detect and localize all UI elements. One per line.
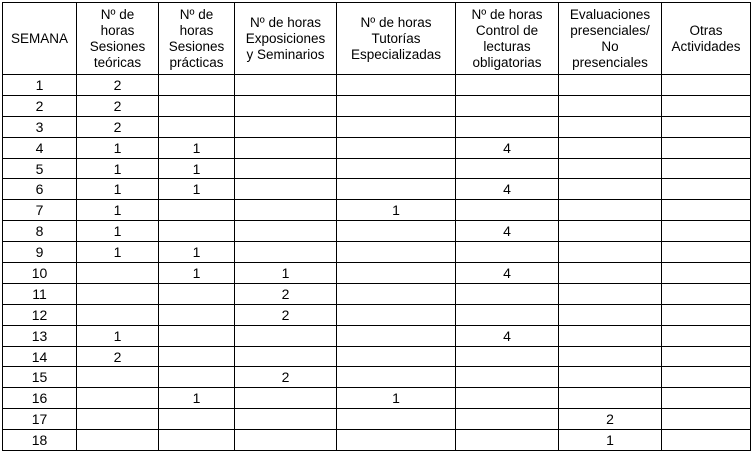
week-cell: 10 (3, 263, 77, 284)
hours-cell: 1 (337, 200, 456, 221)
week-cell: 1 (3, 75, 77, 96)
hours-cell (456, 346, 559, 367)
hours-cell: 1 (337, 388, 456, 409)
hours-cell (662, 346, 751, 367)
hours-cell (662, 200, 751, 221)
hours-cell: 1 (77, 242, 159, 263)
hours-cell (159, 304, 235, 325)
header-exposiciones-seminarios: Nº de horas Exposiciones y Seminarios (235, 3, 337, 75)
hours-cell: 2 (77, 116, 159, 137)
hours-cell: 1 (77, 179, 159, 200)
hours-cell: 4 (456, 221, 559, 242)
table-row (3, 221, 751, 242)
table-row (3, 430, 751, 451)
hours-cell (456, 304, 559, 325)
hours-cell: 4 (456, 179, 559, 200)
hours-cell (235, 179, 337, 200)
week-cell: 4 (3, 137, 77, 158)
hours-cell (456, 95, 559, 116)
hours-cell (559, 242, 662, 263)
hours-cell (77, 304, 159, 325)
hours-cell (662, 137, 751, 158)
table-row (3, 200, 751, 221)
hours-cell (662, 158, 751, 179)
hours-cell (337, 137, 456, 158)
hours-cell (337, 95, 456, 116)
hours-cell (235, 116, 337, 137)
week-cell: 6 (3, 179, 77, 200)
header-row (3, 3, 751, 75)
hours-cell: 4 (456, 325, 559, 346)
hours-cell (559, 116, 662, 137)
hours-cell (159, 221, 235, 242)
header-semana: SEMANA (3, 3, 77, 75)
hours-cell (662, 75, 751, 96)
hours-cell: 2 (235, 283, 337, 304)
week-cell: 7 (3, 200, 77, 221)
hours-cell (337, 283, 456, 304)
week-cell: 14 (3, 346, 77, 367)
week-cell: 16 (3, 388, 77, 409)
hours-cell (456, 388, 559, 409)
hours-cell: 2 (559, 409, 662, 430)
hours-cell (559, 158, 662, 179)
hours-cell (337, 221, 456, 242)
hours-cell: 1 (77, 158, 159, 179)
hours-cell (559, 346, 662, 367)
hours-cell: 1 (159, 242, 235, 263)
hours-cell (662, 263, 751, 284)
week-cell: 12 (3, 304, 77, 325)
hours-cell (159, 367, 235, 388)
hours-cell (456, 409, 559, 430)
hours-cell: 1 (159, 137, 235, 158)
hours-cell (77, 283, 159, 304)
hours-cell (662, 409, 751, 430)
hours-cell (662, 304, 751, 325)
hours-cell (235, 325, 337, 346)
hours-cell (235, 75, 337, 96)
hours-cell (77, 388, 159, 409)
hours-cell: 1 (159, 179, 235, 200)
hours-cell: 1 (77, 200, 159, 221)
hours-cell (456, 158, 559, 179)
week-cell: 11 (3, 283, 77, 304)
schedule-table (2, 2, 751, 451)
hours-cell: 2 (235, 304, 337, 325)
hours-cell (235, 242, 337, 263)
week-cell: 15 (3, 367, 77, 388)
table-row (3, 242, 751, 263)
hours-cell: 1 (159, 158, 235, 179)
table-body (3, 75, 751, 451)
header-evaluaciones: Evaluaciones presenciales/ No presenciales (559, 3, 662, 75)
hours-cell (337, 304, 456, 325)
week-cell: 9 (3, 242, 77, 263)
hours-cell (559, 283, 662, 304)
hours-cell (559, 325, 662, 346)
hours-cell (456, 242, 559, 263)
hours-cell: 4 (456, 137, 559, 158)
hours-cell (456, 367, 559, 388)
hours-cell (337, 75, 456, 96)
table-row (3, 409, 751, 430)
hours-cell (456, 283, 559, 304)
hours-cell (235, 430, 337, 451)
hours-cell (159, 116, 235, 137)
table-row (3, 346, 751, 367)
table-row (3, 75, 751, 96)
hours-cell: 1 (77, 325, 159, 346)
hours-cell (662, 430, 751, 451)
hours-cell (77, 367, 159, 388)
hours-cell (337, 263, 456, 284)
hours-cell: 1 (235, 263, 337, 284)
hours-cell: 4 (456, 263, 559, 284)
hours-cell: 1 (559, 430, 662, 451)
hours-cell (662, 95, 751, 116)
hours-cell (235, 200, 337, 221)
hours-cell (559, 263, 662, 284)
hours-cell: 2 (235, 367, 337, 388)
table-row (3, 283, 751, 304)
hours-cell: 1 (159, 388, 235, 409)
table-row (3, 325, 751, 346)
hours-cell (235, 158, 337, 179)
table-row (3, 388, 751, 409)
hours-cell (235, 346, 337, 367)
table-row (3, 179, 751, 200)
hours-cell (662, 388, 751, 409)
hours-cell (159, 430, 235, 451)
hours-cell: 2 (77, 346, 159, 367)
week-cell: 8 (3, 221, 77, 242)
hours-cell: 1 (77, 221, 159, 242)
hours-cell (559, 75, 662, 96)
header-tutorias-especializadas: Nº de horas Tutorías Especializadas (337, 3, 456, 75)
table-row (3, 367, 751, 388)
hours-cell (337, 116, 456, 137)
hours-cell (662, 179, 751, 200)
hours-cell (159, 325, 235, 346)
hours-cell (235, 95, 337, 116)
hours-cell (662, 283, 751, 304)
hours-cell (337, 242, 456, 263)
header-control-lecturas: Nº de horas Control de lecturas obligatorias (456, 3, 559, 75)
header-sesiones-teoricas: Nº de horas Sesiones teóricas (77, 3, 159, 75)
hours-cell (77, 409, 159, 430)
week-cell: 13 (3, 325, 77, 346)
hours-cell (662, 116, 751, 137)
table-row (3, 263, 751, 284)
week-cell: 18 (3, 430, 77, 451)
hours-cell (662, 325, 751, 346)
hours-cell (337, 409, 456, 430)
table-row (3, 95, 751, 116)
hours-cell (456, 116, 559, 137)
hours-cell: 1 (159, 263, 235, 284)
hours-cell (559, 221, 662, 242)
hours-cell (337, 430, 456, 451)
hours-cell (159, 95, 235, 116)
header-sesiones-practicas: Nº de horas Sesiones prácticas (159, 3, 235, 75)
hours-cell (662, 221, 751, 242)
hours-cell (559, 367, 662, 388)
hours-cell (559, 179, 662, 200)
hours-cell (662, 242, 751, 263)
hours-cell (337, 179, 456, 200)
hours-cell: 2 (77, 75, 159, 96)
hours-cell: 1 (77, 137, 159, 158)
week-cell: 2 (3, 95, 77, 116)
week-cell: 17 (3, 409, 77, 430)
hours-cell (77, 263, 159, 284)
hours-cell (559, 304, 662, 325)
hours-cell (235, 221, 337, 242)
hours-cell (559, 388, 662, 409)
hours-cell (159, 283, 235, 304)
table-row (3, 116, 751, 137)
table-row (3, 158, 751, 179)
hours-cell (559, 200, 662, 221)
hours-cell (559, 137, 662, 158)
hours-cell (456, 75, 559, 96)
hours-cell (456, 430, 559, 451)
hours-cell: 2 (77, 95, 159, 116)
hours-cell (559, 95, 662, 116)
hours-cell (337, 325, 456, 346)
hours-cell (235, 409, 337, 430)
hours-cell (662, 367, 751, 388)
hours-cell (77, 430, 159, 451)
hours-cell (456, 200, 559, 221)
hours-cell (159, 200, 235, 221)
hours-cell (159, 75, 235, 96)
hours-cell (159, 409, 235, 430)
hours-cell (337, 158, 456, 179)
week-cell: 5 (3, 158, 77, 179)
hours-cell (337, 367, 456, 388)
hours-cell (235, 137, 337, 158)
table-row (3, 137, 751, 158)
week-cell: 3 (3, 116, 77, 137)
header-otras-actividades: Otras Actividades (662, 3, 751, 75)
hours-cell (159, 346, 235, 367)
hours-cell (235, 388, 337, 409)
hours-cell (337, 346, 456, 367)
table-row (3, 304, 751, 325)
